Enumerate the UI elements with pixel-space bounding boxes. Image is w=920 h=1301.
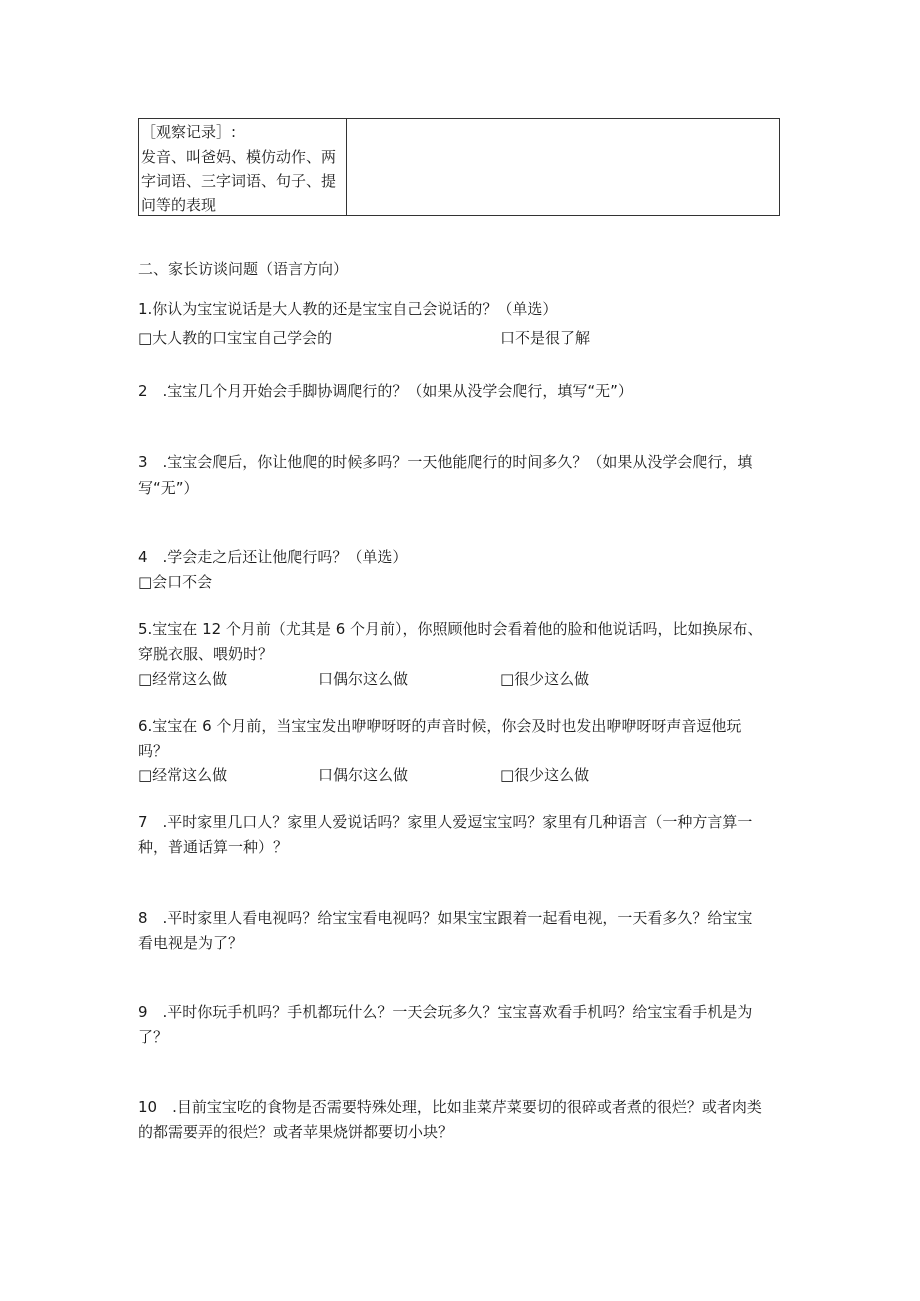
question-3-text-line-1: 3 .宝宝会爬后，你让他爬的时候多吗？一天他能爬行的时间多久？（如果从没学会爬行，填 [138,453,753,471]
question-6-option-c[interactable]: □很少这么做 [500,766,590,784]
question-10-text-line-2: 的都需要弄的很烂？或者苹果烧饼都要切小块？ [138,1123,454,1141]
question-7-text-line-2: 种，普通话算一种）？ [138,838,289,856]
question-7-text-line-1: 7 .平时家里几口人？家里人爱说话吗？家里人爱逗宝宝吗？家里有几种语言（一种方言算一 [138,813,753,831]
question-5-text-line-2: 穿脱衣服、喂奶时？ [138,645,274,663]
observation-record-cell[interactable] [347,119,779,215]
question-5-option-b[interactable]: 口偶尔这么做 [318,670,409,688]
question-6-text-line-1: 6.宝宝在 6 个月前，当宝宝发出咿咿呀呀的声音时候，你会及时也发出咿咿呀呀声音逗他玩 [138,717,742,735]
observation-desc-line-3: 问等的表现 [141,196,217,214]
question-2-text: 2 .宝宝几个月开始会手脚协调爬行的？（如果从没学会爬行，填写“无”） [138,382,633,400]
observation-desc-line-2: 字词语、三字词语、句子、提 [141,172,337,190]
question-1-option-b[interactable]: 口不是很了解 [500,329,591,347]
section-title: 二、家长访谈问题（语言方向） [138,260,349,278]
question-4-text: 4 .学会走之后还让他爬行吗？（单选） [138,548,408,566]
question-10-text-line-1: 10 .目前宝宝吃的食物是否需要特殊处理，比如韭菜芹菜要切的很碎或者煮的很烂？或者肉类 [138,1098,762,1116]
question-4-options[interactable]: □会口不会 [138,573,213,591]
observation-label-cell [139,119,347,215]
question-5-text-line-1: 5.宝宝在 12 个月前（尤其是 6 个月前），你照顾他时会看着他的脸和他说话吗，比如换尿布、 [138,620,763,638]
question-9-text-line-1: 9 .平时你玩手机吗？手机都玩什么？一天会玩多久？宝宝喜欢看手机吗？给宝宝看手机是为 [138,1003,753,1021]
question-5-option-a[interactable]: □经常这么做 [138,670,228,688]
question-3-text-line-2: 写“无”） [138,479,199,497]
question-6-option-b[interactable]: 口偶尔这么做 [318,766,409,784]
observation-desc-line-1: 发音、叫爸妈、模仿动作、两 [141,148,337,166]
observation-table [138,118,780,216]
question-1-option-a[interactable]: □大人教的口宝宝自己学会的 [138,329,333,347]
observation-title: ［观察记录］: [141,123,237,141]
question-8-text-line-1: 8 .平时家里人看电视吗？给宝宝看电视吗？如果宝宝跟着一起看电视，一天看多久？给宝宝 [138,909,753,927]
question-8-text-line-2: 看电视是为了？ [138,934,244,952]
question-9-text-line-2: 了？ [138,1028,169,1046]
question-1-text: 1.你认为宝宝说话是大人教的还是宝宝自己会说话的？（单选） [138,300,558,318]
question-6-text-line-2: 吗？ [138,742,169,760]
question-6-option-a[interactable]: □经常这么做 [138,766,228,784]
question-5-option-c[interactable]: □很少这么做 [500,670,590,688]
